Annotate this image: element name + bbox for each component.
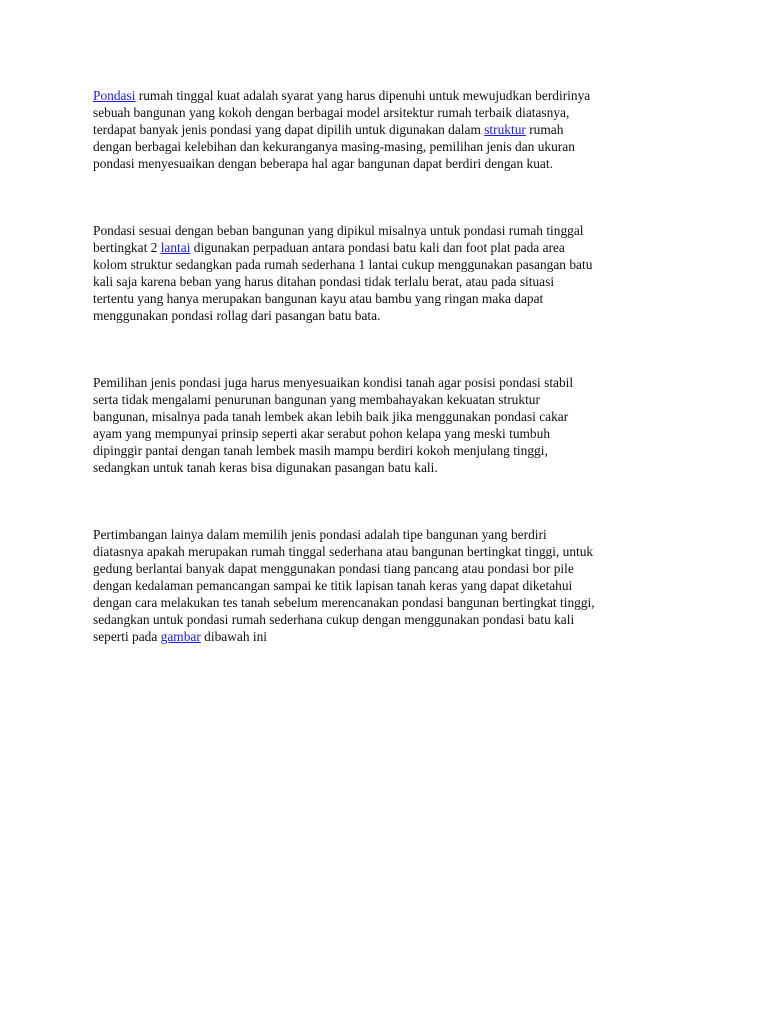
link-lantai[interactable]: lantai xyxy=(160,240,191,255)
line: tertentu yang hanya merupakan bangunan kayu atau bambu yang ringan maka dapat xyxy=(93,291,544,306)
link-gambar[interactable]: gambar xyxy=(160,629,201,644)
paragraph-3 xyxy=(93,374,683,476)
line: dipinggir pantai dengan tanah lembek masih mampu berdiri kokoh menjulang tinggi, xyxy=(93,443,548,458)
line: sedangkan untuk tanah keras bisa digunakan pasangan batu kali. xyxy=(93,460,438,475)
line: kolom struktur sedangkan pada rumah sederhana 1 lantai cukup menggunakan pasangan batu xyxy=(93,257,593,272)
line: ayam yang mempunyai prinsip seperti akar serabut pohon kelapa yang meski tumbuh xyxy=(93,426,551,441)
line: dengan kedalaman pemancangan sampai ke titik lapisan tanah keras yang dapat diketahui xyxy=(93,578,573,593)
text-run: terdapat banyak jenis pondasi yang dapat dipilih untuk digunakan dalam xyxy=(93,122,485,137)
line: menggunakan pondasi rollag dari pasangan batu bata. xyxy=(93,308,381,323)
paragraph-1 xyxy=(93,87,683,172)
line: sedangkan untuk pondasi rumah sederhana cukup dengan menggunakan pondasi batu kali xyxy=(93,612,575,627)
line: Pemilihan jenis pondasi juga harus menyesuaikan kondisi tanah agar posisi pondasi stabil xyxy=(93,375,574,390)
line: gedung berlantai banyak dapat menggunakan pondasi tiang pancang atau pondasi bor pile xyxy=(93,561,574,576)
line xyxy=(93,121,683,138)
line: bangunan, misalnya pada tanah lembek akan lebih baik jika menggunakan pondasi cakar xyxy=(93,409,569,424)
paragraph-2 xyxy=(93,222,683,324)
line: dengan cara melakukan tes tanah sebelum merencanakan pondasi bangunan bertingkat tinggi, xyxy=(93,595,595,610)
text-run: bertingkat 2 xyxy=(93,240,161,255)
link-pondasi[interactable]: Pondasi xyxy=(93,88,136,103)
line xyxy=(93,239,683,256)
text-run: seperti pada xyxy=(93,629,161,644)
line: dengan berbagai kelebihan dan kekuranganya masing-masing, pemilihan jenis dan ukuran xyxy=(93,139,575,154)
link-struktur[interactable]: struktur xyxy=(484,122,526,137)
text-run: rumah tinggal kuat adalah syarat yang harus dipenuhi untuk mewujudkan berdirinya xyxy=(135,88,591,103)
text-run: digunakan perpaduan antara pondasi batu kali dan foot plat pada area xyxy=(190,240,565,255)
line: Pondasi sesuai dengan beban bangunan yang dipikul misalnya untuk pondasi rumah tinggal xyxy=(93,223,584,238)
line xyxy=(93,628,683,645)
paragraph-4 xyxy=(93,526,683,645)
line xyxy=(93,87,683,104)
text-run: rumah xyxy=(525,122,564,137)
line: serta tidak mengalami penurunan bangunan yang membahayakan kekuatan struktur xyxy=(93,392,540,407)
line: pondasi menyesuaikan dengan beberapa hal agar bangunan dapat berdiri dengan kuat. xyxy=(93,156,553,171)
line: Pertimbangan lainya dalam memilih jenis pondasi adalah tipe bangunan yang berdiri xyxy=(93,527,547,542)
text-run: dibawah ini xyxy=(200,629,268,644)
line: sebuah bangunan yang kokoh dengan berbagai model arsitektur rumah terbaik diatasnya, xyxy=(93,105,570,120)
line: kali saja karena beban yang harus ditahan pondasi tidak terlalu berat, atau pada situasi xyxy=(93,274,555,289)
line: diatasnya apakah merupakan rumah tinggal sederhana atau bangunan bertingkat tinggi, untuk xyxy=(93,544,594,559)
